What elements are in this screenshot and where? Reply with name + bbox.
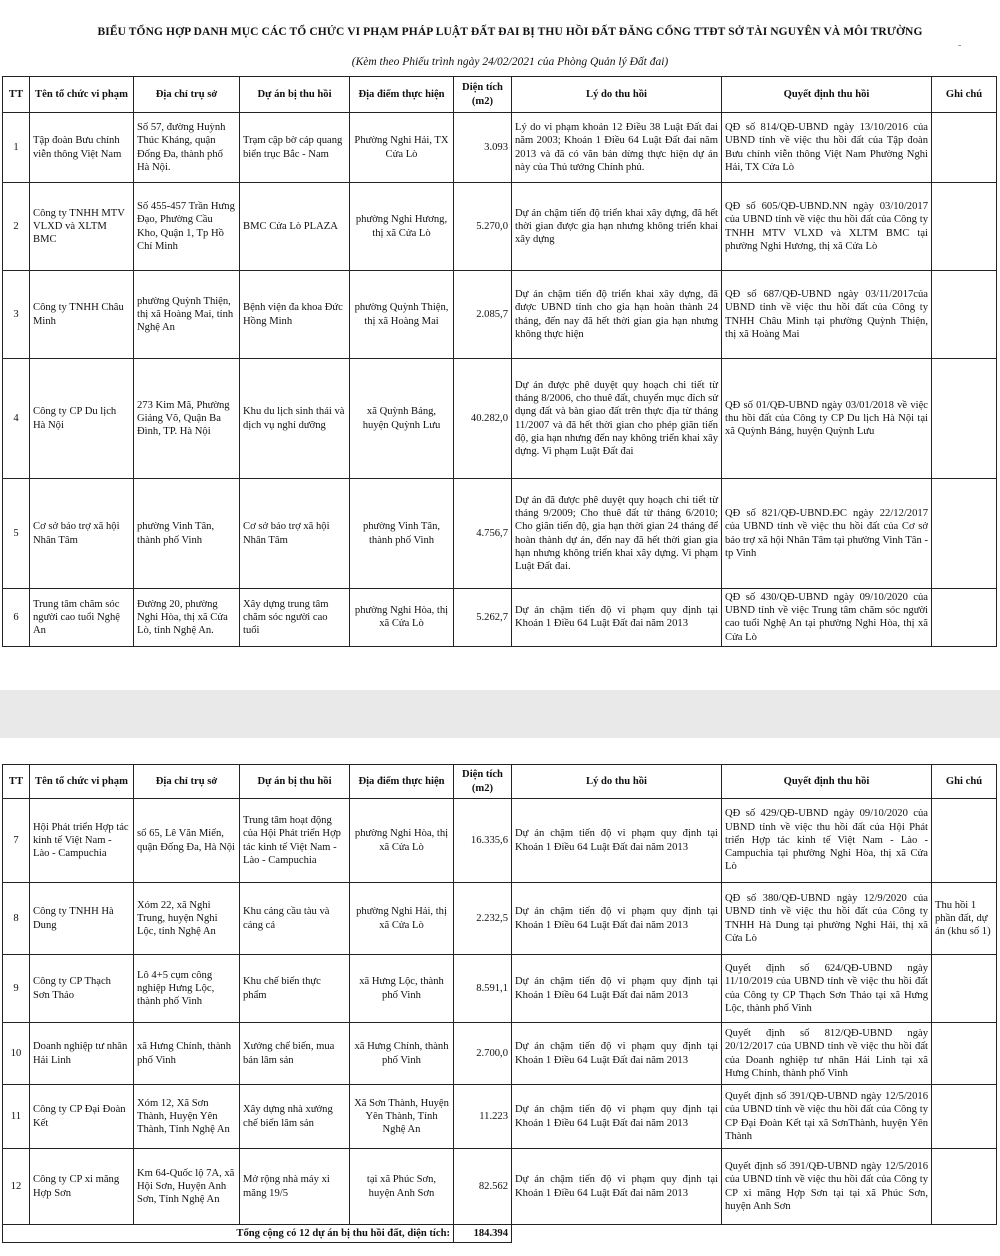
cell-note <box>932 271 997 359</box>
cell-project: Khu cảng cầu tàu và cảng cá <box>240 883 350 955</box>
cell-location: phường Vinh Tân, thành phố Vinh <box>350 479 454 589</box>
cell-reason: Dự án chậm tiến độ vi phạm quy định tại Khoản 1 Điều 64 Luật Đất đai năm 2013 <box>512 1085 722 1149</box>
cell-project: Khu chế biến thực phẩm <box>240 955 350 1023</box>
cell-decision: QĐ số 430/QĐ-UBND ngày 09/10/2020 của UBND tỉnh về việc Trung tâm chăm sóc người cao tuổi Nghệ An tại phường Nghi Hòa, thị xã Cửa Lò <box>722 589 932 647</box>
violations-table-page-2 <box>2 764 997 1243</box>
cell-area: 4.756,7 <box>454 479 512 589</box>
cell-tt: 1 <box>3 113 30 183</box>
cell-address: Số 57, đường Huỳnh Thúc Kháng, quận Đống Đa, thành phố Hà Nội. <box>134 113 240 183</box>
cell-decision: QĐ số 01/QĐ-UBND ngày 03/01/2018 về việc thu hồi đất của Công ty CP Du lịch Hà Nội tại xã Quỳnh Bảng, huyện Quỳnh Lưu <box>722 359 932 479</box>
violations-table-page-1 <box>2 76 997 647</box>
col-header-tt: TT <box>3 77 30 113</box>
table-row <box>3 1023 997 1085</box>
table-row <box>3 479 997 589</box>
cell-decision: QĐ số 380/QĐ-UBND ngày 12/9/2020 của UBND tỉnh về việc thu hồi đất của Công ty TNHH Hà Dung tại phường Nghi Hải, thị xã Cửa Lò <box>722 883 932 955</box>
cell-address: Km 64-Quốc lộ 7A, xã Hội Sơn, Huyện Anh Sơn, Tỉnh Nghệ An <box>134 1149 240 1225</box>
cell-reason: Dự án chậm tiến độ vi phạm quy định tại Khoản 1 Điều 64 Luật Đất đai năm 2013 <box>512 1149 722 1225</box>
cell-address: Số 455-457 Trần Hưng Đạo, Phường Cầu Kho, Quận 1, Tp Hồ Chí Minh <box>134 183 240 271</box>
table-row <box>3 113 997 183</box>
col-header-tt: TT <box>3 765 30 799</box>
cell-address: Đường 20, phường Nghi Hòa, thị xã Cửa Lò, tỉnh Nghệ An. <box>134 589 240 647</box>
cell-reason: Dự án được phê duyệt quy hoạch chi tiết từ tháng 8/2006, cho thuê đất, chuyển mục đích sử dụng đất và bàn giao đất trên thực địa từ tháng 11/2007 và đã hết thời gian cho phép giãn tiến độ, gia hạn nhưng đến nay không triển khai xây dựng. Vi phạm Luật Đất đai <box>512 359 722 479</box>
cell-note <box>932 1085 997 1149</box>
cell-note <box>932 479 997 589</box>
cell-reason: Dự án chậm tiến độ vi phạm quy định tại Khoản 1 Điều 64 Luật Đất đai năm 2013 <box>512 883 722 955</box>
cell-location: xã Hưng Chính, thành phố Vinh <box>350 1023 454 1085</box>
cell-reason: Dự án chậm tiến độ vi phạm quy định tại Khoản 1 Điều 64 Luật Đất đai năm 2013 <box>512 955 722 1023</box>
cell-location: xã Hưng Lộc, thành phố Vinh <box>350 955 454 1023</box>
cell-org: Tập đoàn Bưu chính viễn thông Việt Nam <box>30 113 134 183</box>
cell-area: 3.093 <box>454 113 512 183</box>
table-header-row <box>3 77 997 113</box>
cell-address: phường Vinh Tân, thành phố Vinh <box>134 479 240 589</box>
cell-decision: Quyết định số 812/QĐ-UBND ngày 20/12/2017 của UBND tỉnh về việc thu hồi đất của Doanh nghiệp tư nhân Hải Linh tại xã Hưng Chính, thành phố Vinh <box>722 1023 932 1085</box>
cell-org: Doanh nghiệp tư nhân Hải Linh <box>30 1023 134 1085</box>
cell-project: Xây dựng nhà xưởng chế biến lâm sản <box>240 1085 350 1149</box>
cell-project: Trung tâm hoạt động của Hội Phát triển Hợp tác kinh tế Việt Nam - Lào - Campuchia <box>240 799 350 883</box>
col-header-reason: Lý do thu hồi <box>512 765 722 799</box>
table-row <box>3 359 997 479</box>
cell-location: phường Nghi Hòa, thị xã Cửa Lò <box>350 799 454 883</box>
col-header-location: Địa điểm thực hiện <box>350 765 454 799</box>
col-header-decision: Quyết định thu hồi <box>722 77 932 113</box>
page-gap <box>0 690 1000 738</box>
cell-area: 2.085,7 <box>454 271 512 359</box>
table-row <box>3 883 997 955</box>
cell-org: Công ty TNHH Châu Minh <box>30 271 134 359</box>
cell-decision: Quyết định số 391/QĐ-UBND ngày 12/5/2016 của UBND tỉnh về việc thu hồi đất của Công ty CP xi măng Hợp Sơn tại tại xã Phúc Sơn, huyện Anh Sơn <box>722 1149 932 1225</box>
cell-area: 8.591,1 <box>454 955 512 1023</box>
cell-note <box>932 359 997 479</box>
col-header-area: Diện tích (m2) <box>454 765 512 799</box>
cell-project: Trạm cập bờ cáp quang biển trục Bắc - Nam <box>240 113 350 183</box>
cell-org: Cơ sở bảo trợ xã hội Nhân Tâm <box>30 479 134 589</box>
cell-tt: 11 <box>3 1085 30 1149</box>
cell-note <box>932 799 997 883</box>
cell-project: Xây dựng trung tâm chăm sóc người cao tuổi <box>240 589 350 647</box>
cell-area: 2.700,0 <box>454 1023 512 1085</box>
cell-location: phường Quỳnh Thiện, thị xã Hoàng Mai <box>350 271 454 359</box>
cell-tt: 6 <box>3 589 30 647</box>
col-header-project: Dự án bị thu hồi <box>240 765 350 799</box>
cell-project: Xưởng chế biến, mua bán lâm sản <box>240 1023 350 1085</box>
cell-decision: QĐ số 687/QĐ-UBND ngày 03/11/2017của UBND tỉnh về việc thu hồi đất của Công ty TNHH Châu Minh tại phường Quỳnh Thiện, thị xã Hoàng Mai <box>722 271 932 359</box>
cell-tt: 2 <box>3 183 30 271</box>
cell-location: tại xã Phúc Sơn, huyện Anh Sơn <box>350 1149 454 1225</box>
cell-area: 11.223 <box>454 1085 512 1149</box>
total-row <box>3 1225 997 1243</box>
cell-tt: 12 <box>3 1149 30 1225</box>
cell-decision: QĐ số 429/QĐ-UBND ngày 09/10/2020 của UBND tỉnh về việc thu hồi đất của Hội Phát triển Hợp tác kinh tế Việt Nam - Lào - Campuchia tại phường Nghi Hòa, thị xã Cửa Lò <box>722 799 932 883</box>
cell-location: xã Quỳnh Bảng, huyện Quỳnh Lưu <box>350 359 454 479</box>
cell-address: Xóm 12, Xã Sơn Thành, Huyện Yên Thành, Tỉnh Nghệ An <box>134 1085 240 1149</box>
table-row <box>3 183 997 271</box>
cell-project: Mở rộng nhà máy xi măng 19/5 <box>240 1149 350 1225</box>
scan-mark: - <box>958 40 962 51</box>
cell-note <box>932 183 997 271</box>
cell-org: Công ty TNHH Hà Dung <box>30 883 134 955</box>
cell-reason: Dự án chậm tiến độ vi phạm quy định tại Khoản 1 Điều 64 Luật Đất đai năm 2013 <box>512 589 722 647</box>
cell-org: Công ty CP Du lịch Hà Nội <box>30 359 134 479</box>
cell-org: Công ty CP xi măng Hợp Sơn <box>30 1149 134 1225</box>
table-row <box>3 271 997 359</box>
col-header-project: Dự án bị thu hồi <box>240 77 350 113</box>
cell-address: 273 Kim Mã, Phường Giảng Võ, Quận Ba Đình, TP. Hà Nội <box>134 359 240 479</box>
cell-org: Công ty CP Thạch Sơn Thảo <box>30 955 134 1023</box>
cell-area: 40.282,0 <box>454 359 512 479</box>
col-header-address: Địa chỉ trụ sở <box>134 77 240 113</box>
cell-reason: Dự án chậm tiến độ vi phạm quy định tại Khoản 1 Điều 64 Luật Đất đai năm 2013 <box>512 799 722 883</box>
cell-decision: QĐ số 821/QĐ-UBND.ĐC ngày 22/12/2017 của UBND tỉnh về việc thu hồi đất của Cơ sở bảo trợ xã hội Nhân Tâm tại phường Vinh Tân - tp Vinh <box>722 479 932 589</box>
document-subtitle: (Kèm theo Phiếu trình ngày 24/02/2021 của Phòng Quản lý Đất đai) <box>351 56 669 68</box>
cell-tt: 10 <box>3 1023 30 1085</box>
total-label: Tổng cộng có 12 dự án bị thu hồi đất, diện tích: <box>3 1225 454 1243</box>
table-row <box>3 1085 997 1149</box>
cell-reason: Dự án chậm tiến độ triển khai xây dựng, đã được UBND tỉnh cho gia hạn hoàn thành 24 tháng, đến nay đã hết thời gian gia hạn nhưng không thực hiện <box>512 271 722 359</box>
cell-tt: 5 <box>3 479 30 589</box>
cell-note <box>932 955 997 1023</box>
cell-note <box>932 1149 997 1225</box>
cell-address: số 65, Lê Văn Miến, quận Đống Đa, Hà Nội <box>134 799 240 883</box>
cell-decision: QĐ số 605/QĐ-UBND.NN ngày 03/10/2017 của UBND tỉnh về việc thu hồi đất của Công ty TNHH MTV VLXD và XLTM BMC tại phường Nghi Hương, thị xã Cửa Lò <box>722 183 932 271</box>
document-title: BIỂU TỔNG HỢP DANH MỤC CÁC TỔ CHỨC VI PHẠM PHÁP LUẬT ĐẤT ĐAI BỊ THU HỒI ĐẤT ĐĂNG CỔNG TTĐT SỞ TÀI NGUYÊN VÀ MÔI TRƯỜNG <box>97 26 923 38</box>
cell-project: Khu du lịch sinh thái và dịch vụ nghỉ dưỡng <box>240 359 350 479</box>
table-header-row <box>3 765 997 799</box>
col-header-location: Địa điểm thực hiện <box>350 77 454 113</box>
cell-org: Hội Phát triển Hợp tác kinh tế Việt Nam - Lào - Campuchia <box>30 799 134 883</box>
col-header-area: Diện tích (m2) <box>454 77 512 113</box>
cell-location: Phường Nghi Hải, TX Cửa Lò <box>350 113 454 183</box>
table-row <box>3 589 997 647</box>
table-row <box>3 1149 997 1225</box>
cell-note <box>932 1023 997 1085</box>
cell-location: phường Nghi Hương, thị xã Cửa Lò <box>350 183 454 271</box>
cell-project: Bệnh viện đa khoa Đức Hồng Minh <box>240 271 350 359</box>
cell-decision: QĐ số 814/QĐ-UBND ngày 13/10/2016 của UBND tỉnh về việc thu hồi đất của Tập đoàn Bưu chính viễn thông Việt Nam Phường Nghi Hải, TX Cửa Lò <box>722 113 932 183</box>
cell-tt: 9 <box>3 955 30 1023</box>
cell-decision: Quyết định số 624/QĐ-UBND ngày 11/10/2019 của UBND tỉnh về việc thu hồi đất của Công ty CP Thạch Sơn Thảo tại xã Hưng Lộc, thành phố Vinh <box>722 955 932 1023</box>
cell-org: Trung tâm chăm sóc người cao tuổi Nghệ An <box>30 589 134 647</box>
cell-tt: 8 <box>3 883 30 955</box>
cell-address: phường Quỳnh Thiện, thị xã Hoàng Mai, tỉnh Nghệ An <box>134 271 240 359</box>
cell-org: Công ty TNHH MTV VLXD và XLTM BMC <box>30 183 134 271</box>
col-header-reason: Lý do thu hồi <box>512 77 722 113</box>
total-area: 184.394 <box>454 1225 512 1243</box>
col-header-org: Tên tổ chức vi phạm <box>30 765 134 799</box>
cell-area: 5.262,7 <box>454 589 512 647</box>
cell-location: phường Nghi Hòa, thị xã Cửa Lò <box>350 589 454 647</box>
cell-address: Xóm 22, xã Nghi Trung, huyện Nghi Lộc, tỉnh Nghệ An <box>134 883 240 955</box>
col-header-org: Tên tổ chức vi phạm <box>30 77 134 113</box>
cell-reason: Dự án chậm tiến độ triển khai xây dựng, đã hết thời gian được gia hạn nhưng không triển khai xây dựng <box>512 183 722 271</box>
cell-project: Cơ sở bảo trợ xã hội Nhân Tâm <box>240 479 350 589</box>
cell-decision: Quyết định số 391/QĐ-UBND ngày 12/5/2016 của UBND tỉnh về việc thu hồi đất của Công ty CP Đại Đoàn Kết tại xã SơnThành, huyện Yên Thành <box>722 1085 932 1149</box>
cell-reason: Dự án chậm tiến độ vi phạm quy định tại Khoản 1 Điều 64 Luật Đất đai năm 2013 <box>512 1023 722 1085</box>
cell-tt: 4 <box>3 359 30 479</box>
col-header-note: Ghi chú <box>932 77 997 113</box>
cell-project: BMC Cửa Lò PLAZA <box>240 183 350 271</box>
cell-address: Lô 4+5 cụm công nghiệp Hưng Lộc, thành phố Vinh <box>134 955 240 1023</box>
cell-address: xã Hưng Chính, thành phố Vinh <box>134 1023 240 1085</box>
table-row <box>3 955 997 1023</box>
table-row <box>3 799 997 883</box>
col-header-address: Địa chỉ trụ sở <box>134 765 240 799</box>
col-header-note: Ghi chú <box>932 765 997 799</box>
cell-area: 82.562 <box>454 1149 512 1225</box>
cell-location: phường Nghi Hải, thị xã Cửa Lò <box>350 883 454 955</box>
cell-reason: Dự án đã được phê duyệt quy hoạch chi tiết từ tháng 9/2009; Cho thuê đất từ tháng 6/2010; Cho giãn tiến độ, gia hạn thời gian 24 tháng để hoàn thành dự án, đến nay đã hết thời gian gia hạn nhưng không triển khai xây dựng. Vi phạm Luật Đất đai. <box>512 479 722 589</box>
cell-location: Xã Sơn Thành, Huyện Yên Thành, Tỉnh Nghệ An <box>350 1085 454 1149</box>
cell-tt: 3 <box>3 271 30 359</box>
cell-note <box>932 589 997 647</box>
cell-note <box>932 113 997 183</box>
cell-area: 2.232,5 <box>454 883 512 955</box>
cell-area: 5.270,0 <box>454 183 512 271</box>
cell-reason: Lý do vi phạm khoản 12 Điều 38 Luật Đất đai năm 2003; Khoản 1 Điều 64 Luật Đất đai năm 2013 và đã có văn bản dừng thực hiện dự án này của Thủ tướng Chính phủ. <box>512 113 722 183</box>
cell-note: Thu hồi 1 phần đất, dự án (khu số 1) <box>932 883 997 955</box>
cell-area: 16.335,6 <box>454 799 512 883</box>
cell-org: Công ty CP Đại Đoàn Kết <box>30 1085 134 1149</box>
cell-tt: 7 <box>3 799 30 883</box>
col-header-decision: Quyết định thu hồi <box>722 765 932 799</box>
